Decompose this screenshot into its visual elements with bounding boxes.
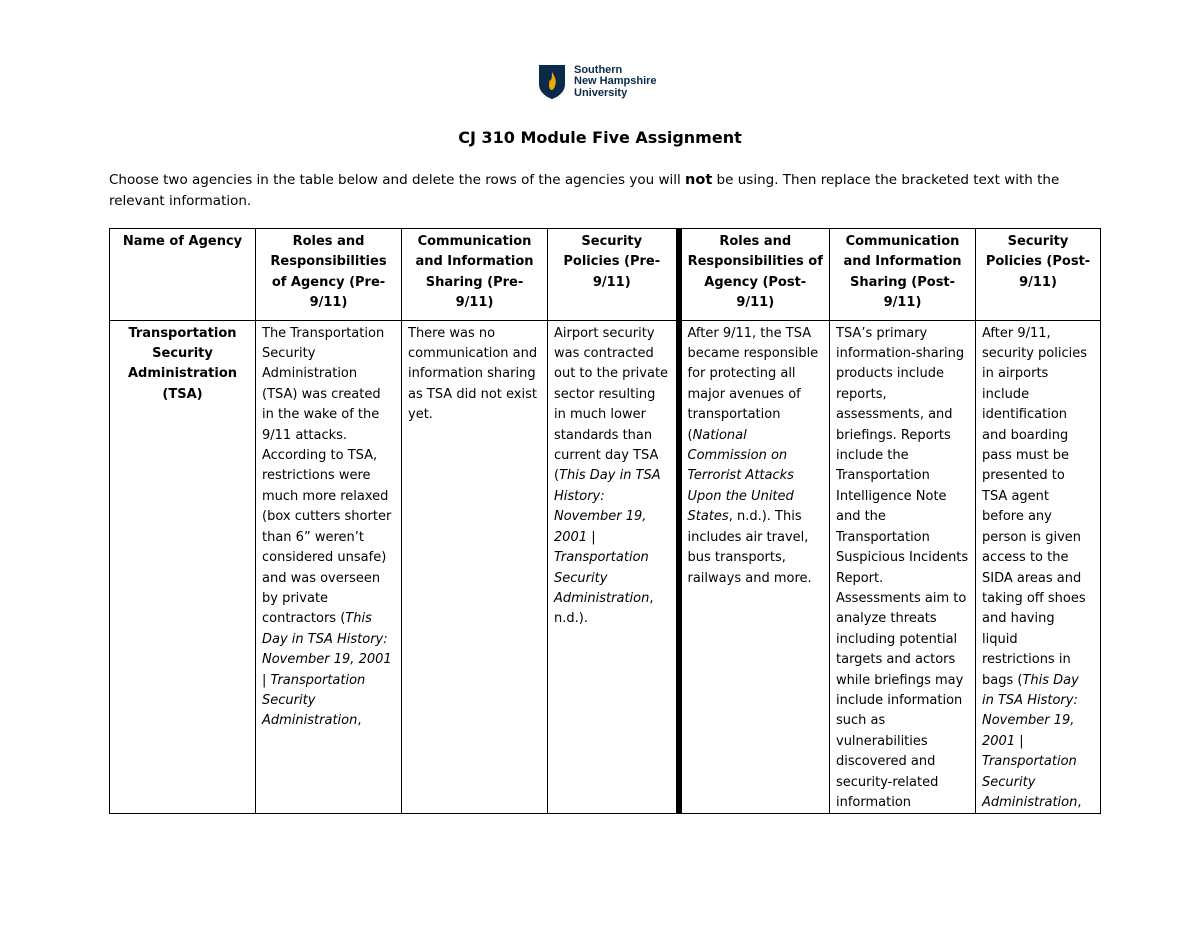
- university-logo: [538, 64, 657, 100]
- cell-text: Airport security was contracted out to the private sector resulting in much lower standards than current day TSA (: [554, 325, 669, 484]
- roles-pre-911-cell: [256, 320, 402, 814]
- cell-text-tail: , n.d.).: [554, 590, 654, 627]
- security-pre-911-cell: [548, 320, 679, 814]
- document-title: CJ 310 Module Five Assignment: [458, 128, 742, 147]
- citation-italic: This Day in TSA History: November 19, 2001 | Transportation Security Administration: [262, 611, 392, 729]
- security-post-911-cell: [976, 320, 1101, 814]
- logo-wordmark: [574, 65, 657, 100]
- instructions-text-start: Choose two agencies in the table below and delete the rows of the agencies you will: [109, 172, 686, 188]
- cell-text-tail: , n.d.). This includes air travel, bus transports, railways and more.: [687, 509, 812, 586]
- cell-text: After 9/11, security policies in airports include identification and boarding pass must be presented to TSA agent before any person is given access to the SIDA areas and taking off shoes and having liquid restrictions in bags (: [982, 325, 1087, 688]
- table-row: [110, 320, 1101, 814]
- instructions-paragraph: [109, 170, 1089, 212]
- header-communication-post-911: Communication and Information Sharing (Post-9/11): [830, 229, 976, 321]
- header-row: [110, 229, 1101, 321]
- logo-line-3: University: [574, 86, 628, 99]
- instructions-emphasis: not: [685, 172, 713, 188]
- header-security-policies-post-911: Security Policies (Post-9/11): [976, 229, 1101, 321]
- logo-line-2: New Hampshire: [574, 75, 657, 88]
- communication-post-911-cell: TSA’s primary information-sharing products include reports, assessments, and briefings. Reports include the Transportation Intelligence Note and the Transportation Suspicious Incidents Report. Assessments aim to analyze threats including potential targets and actors while briefings may include information such as vulnerabilities discovered and security-related information: [830, 320, 976, 814]
- citation-italic: National Commission on Terrorist Attacks Upon the United States: [687, 427, 794, 525]
- header-communication-pre-911: Communication and Information Sharing (Pre-9/11): [402, 229, 548, 321]
- shield-flame-icon: [538, 64, 566, 100]
- header-name-of-agency: Name of Agency: [110, 229, 256, 321]
- cell-text-tail: ,: [1077, 794, 1082, 810]
- communication-pre-911-cell: There was no communication and information sharing as TSA did not exist yet.: [402, 320, 548, 814]
- citation-italic: This Day in TSA History: November 19, 2001 | Transportation Security Administration: [982, 672, 1079, 810]
- header-security-policies-pre-911: Security Policies (Pre-9/11): [548, 229, 679, 321]
- cell-text-tail: ,: [357, 713, 362, 729]
- cell-text: The Transportation Security Administration (TSA) was created in the wake of the 9/11 attacks. According to TSA, restrictions were much more relaxed (box cutters shorter than 6” weren’t considered unsafe) and was overseen by private contractors (: [262, 325, 392, 627]
- roles-post-911-cell: [679, 320, 830, 814]
- agency-comparison-table: [109, 228, 1101, 814]
- instructions-text-end: be using. Then replace the bracketed text with the relevant information.: [109, 172, 1060, 209]
- citation-italic: This Day in TSA History: November 19, 2001 | Transportation Security Administration: [554, 468, 661, 606]
- logo-line-1: Southern: [574, 63, 623, 76]
- header-roles-pre-911: Roles and Responsibilities of Agency (Pre-9/11): [256, 229, 402, 321]
- agency-name-cell: Transportation Security Administration (TSA): [110, 320, 256, 814]
- header-roles-post-911: Roles and Responsibilities of Agency (Post-9/11): [679, 229, 830, 321]
- cell-text: After 9/11, the TSA became responsible for protecting all major avenues of transportation (: [687, 325, 819, 443]
